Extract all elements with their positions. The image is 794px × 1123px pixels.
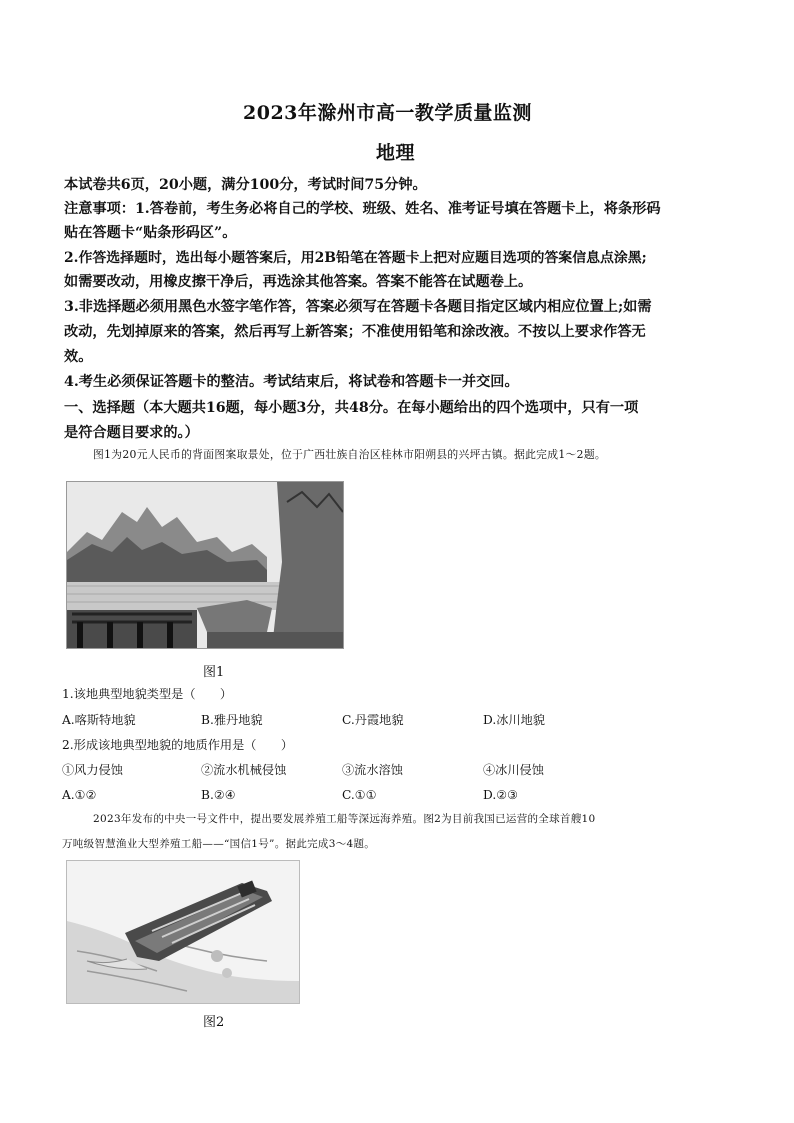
question-2-option-a[interactable]: A.①②: [62, 788, 97, 802]
question-1-option-c[interactable]: C.丹霞地貌: [342, 713, 404, 727]
question-1-option-d[interactable]: D.冰川地貌: [483, 713, 545, 727]
notes-line-9: 4.考生必须保证答题卡的整洁。考试结束后，将试卷和答题卡一并交回。: [64, 374, 519, 390]
notes-line-4: 2.作答选择题时，选出每小题答案后，用2B铅笔在答题卡上把对应题目选项的答案信息点涂黑;: [64, 250, 647, 266]
notes-line-6: 3.非选择题必须用黑色水签字笔作答，答案必须写在答题卡各题目指定区域内相应位置上;如需: [64, 299, 652, 315]
question-2-option-b[interactable]: B.②④: [201, 788, 236, 802]
question-2-factor-1: ①风力侵蚀: [62, 763, 123, 777]
question-1-option-a[interactable]: A.喀斯特地貌: [62, 713, 136, 727]
notes-line-7: 改动，先划掉原来的答案，然后再写上新答案；不准使用铅笔和涂改液。不按以上要求作答无: [64, 324, 646, 340]
question-1-stem: 1.该地典型地貌类型是（ ）: [62, 687, 233, 701]
question-2-factor-2: ②流水机械侵蚀: [201, 763, 287, 777]
notes-line-3: 贴在答题卡“贴条形码区”。: [64, 225, 237, 241]
passage-2-line-2: 万吨级智慧渔业大型养殖工船——“国信1号”。据此完成3～4题。: [62, 838, 376, 850]
question-2-factor-3: ③流水溶蚀: [342, 763, 403, 777]
question-2-option-c[interactable]: C.①①: [342, 788, 377, 802]
notes-line-8: 效。: [64, 349, 93, 365]
question-2-stem: 2.形成该地典型地貌的地质作用是（ ）: [62, 738, 294, 752]
figure-2-caption: 图2: [203, 1015, 225, 1030]
exam-title: 2023年滁州市高一教学质量监测: [243, 102, 532, 124]
notes-line-2: 注意事项：1.答卷前，考生务必将自己的学校、班级、姓名、准考证号填在答题卡上，将条形码: [64, 201, 661, 217]
subject-title: 地理: [376, 142, 416, 164]
question-2-option-d[interactable]: D.②③: [483, 788, 519, 802]
section-heading-line-1: 一、选择题（本大题共16题，每小题3分，共48分。在每小题给出的四个选项中，只有一项: [64, 400, 639, 416]
question-2-factor-4: ④冰川侵蚀: [483, 763, 544, 777]
figure-1-image: [66, 481, 344, 649]
figure-2-image: [66, 860, 300, 1004]
figure-1-caption: 图1: [203, 665, 225, 680]
notes-line-1: 本试卷共6页，20小题，满分100分，考试时间75分钟。: [64, 177, 427, 193]
passage-2-line-1: 2023年发布的中央一号文件中，提出要发展养殖工船等深远海养殖。图2为目前我国已运营的全球首艘10: [93, 813, 596, 825]
passage-1: 图1为20元人民币的背面图案取景处，位于广西壮族自治区桂林市阳朔县的兴坪古镇。据此完成1～2题。: [93, 448, 607, 461]
section-heading-line-2: 是符合题目要求的。）: [64, 425, 199, 441]
notes-line-5: 如需要改动，用橡皮擦干净后，再选涂其他答案。答案不能答在试题卷上。: [64, 274, 533, 290]
question-1-option-b[interactable]: B.雅丹地貌: [201, 713, 263, 727]
